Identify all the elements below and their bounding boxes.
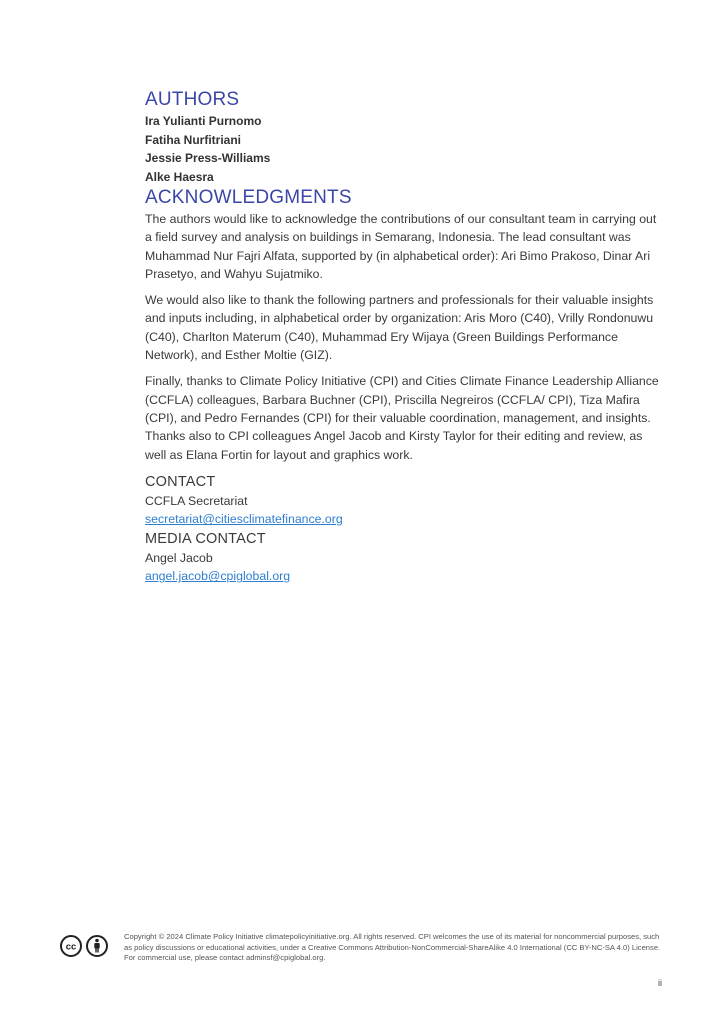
author-name: Jessie Press-Williams <box>145 151 271 165</box>
license-icons <box>60 934 110 958</box>
footer <box>60 932 660 972</box>
author-name: Alke Haesra <box>145 169 214 184</box>
page-number: ii <box>658 978 662 988</box>
authors-heading: AUTHORS <box>145 89 240 110</box>
contact-heading: CONTACT <box>145 473 216 490</box>
acknowledgments-heading: ACKNOWLEDGMENTS <box>145 187 352 208</box>
media-contact-name: Angel Jacob <box>145 550 213 565</box>
acknowledgments-paragraph: The authors would like to acknowledge the contributions of our consultant team in carrying out a field survey and analysis on buildings in Semarang, Indonesia. The lead consultant was Muhammad Nur Fajri Alfata, supported by (in alphabetical order): Ari Bimo Prakoso, Dinar Ari Prasetyo, and Wahyu Sujatmiko. <box>145 212 657 281</box>
contact-email-link[interactable]: secretariat@citiesclimatefinance.org <box>145 512 343 527</box>
acknowledgments-paragraph: We would also like to thank the following partners and professionals for their valuable insights and inputs including, in alphabetical order by organization: Aris Moro (C40), Vrilly Rondonuwu (C40), Charlton Materum (C40), Muhammad Ery Wijaya (Green Buildings Performance Network), and Esther Moltie (GIZ). <box>145 293 654 363</box>
media-contact-heading: MEDIA CONTACT <box>145 530 266 547</box>
contact-name: CCFLA Secretariat <box>145 493 248 508</box>
acknowledgments-paragraph: Finally, thanks to Climate Policy Initiative (CPI) and Cities Climate Finance Leadership Alliance (CCFLA) colleagues, Barbara Buchner (CPI), Priscilla Negreiros (CCFLA/ CPI), Tiza Mafira (CPI), and Pedro Fernandes (CPI) for their valuable coordination, management, and insights. Thanks also to CPI colleagues Angel Jacob and Kirsty Taylor for their editing and review, as well as Elana Fortin for layout and graphics work. <box>145 374 659 462</box>
authors-list <box>145 112 665 186</box>
svg-text:cc: cc <box>65 941 77 953</box>
creative-commons-icon <box>60 934 110 958</box>
media-contact-email-link[interactable]: angel.jacob@cpiglobal.org <box>145 569 291 584</box>
attribution-icon <box>87 936 107 956</box>
page-content <box>145 88 665 586</box>
author-name: Ira Yulianti Purnomo <box>145 114 262 128</box>
author-name: Fatiha Nurfitriani <box>145 132 242 147</box>
copyright-notice: Copyright © 2024 Climate Policy Initiative climatepolicyinitiative.org. All rights reserved. CPI welcomes the use of its material for noncommercial purposes, such as policy discussions or educational activities, under a Creative Commons Attribution-NonCommercial-ShareAlike 4.0 International (CC BY-NC-SA 4.0) License. For commercial use, please contact adminsf@cpiglobal.org. <box>124 932 661 962</box>
